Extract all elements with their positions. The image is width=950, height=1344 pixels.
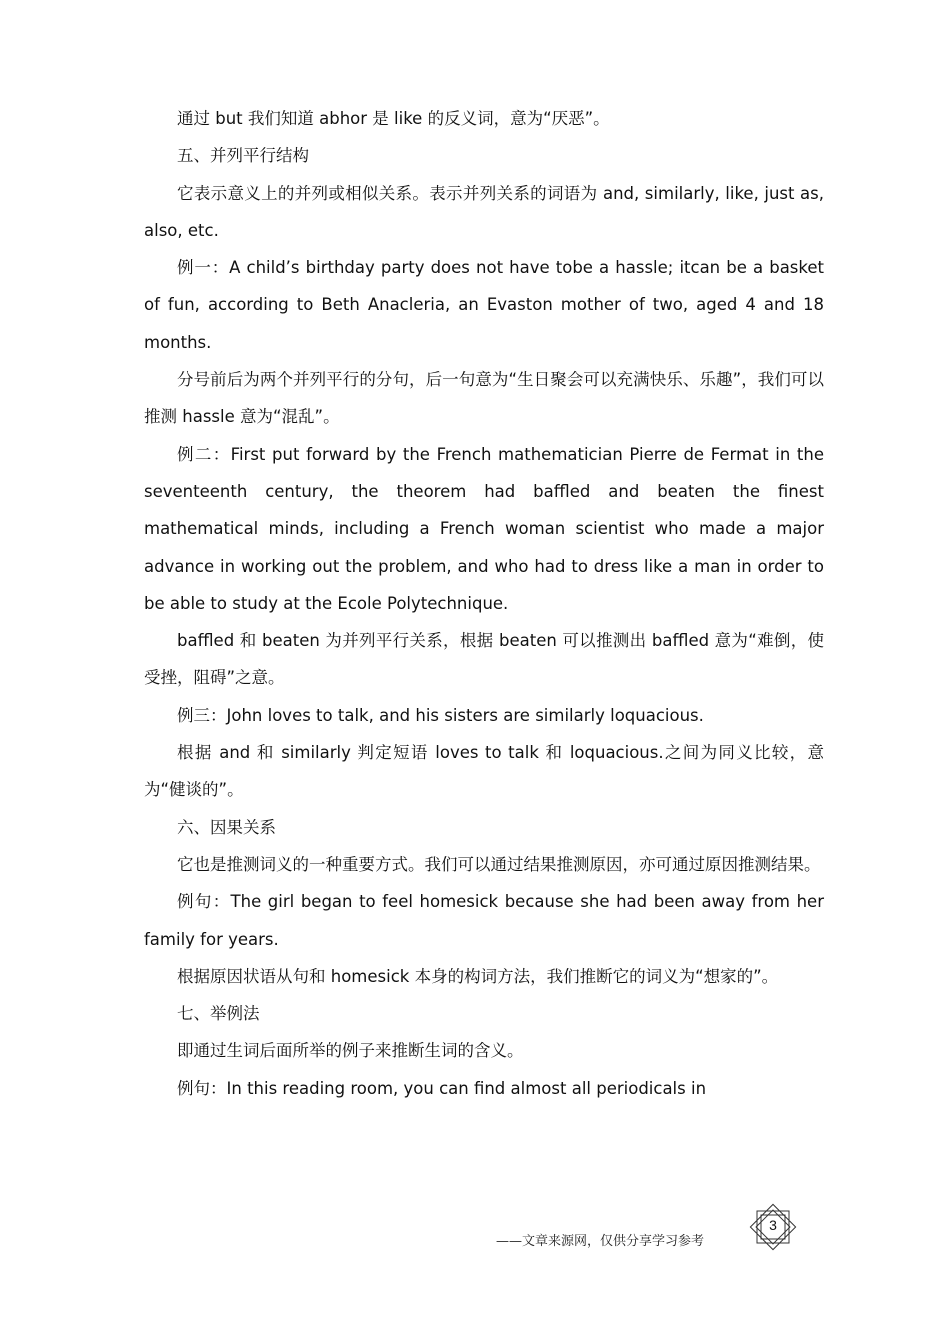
example-paragraph: 例句：The girl began to feel homesick because she had been away from her family for years. <box>144 892 824 949</box>
section-heading: 六、因果关系 <box>177 817 276 837</box>
example-paragraph: 例二：First put forward by the French mathematician Pierre de Fermat in the seventeenth century, the theorem had baffled and beaten the finest mathematical minds, including a French woman scientist who made a major advance in working out the problem, and who had to dress like a man in order to be able to study at the Ecole Polytechnique. <box>144 444 824 613</box>
paragraph: 根据 and 和 similarly 判定短语 loves to talk 和 loquacious.之间为同义比较，意为“健谈的”。 <box>144 743 824 800</box>
page-number-badge <box>748 1202 798 1252</box>
example-paragraph: 例三：John loves to talk, and his sisters are similarly loquacious. <box>177 705 704 725</box>
paragraph: 它表示意义上的并列或相似关系。表示并列关系的词语为 and, similarly, like, just as, also, etc. <box>144 183 824 240</box>
page-number: 3 <box>769 1217 777 1233</box>
example-paragraph: 例句：In this reading room, you can find almost all periodicals in <box>177 1078 707 1098</box>
body-text <box>144 100 824 1107</box>
section-heading: 七、举例法 <box>177 1004 260 1024</box>
paragraph: 分号前后为两个并列平行的分句，后一句意为“生日聚会可以充满快乐、乐趣”，我们可以推测 hassle 意为“混乱”。 <box>144 370 824 427</box>
paragraph: 即通过生词后面所举的例子来推断生词的含义。 <box>177 1041 524 1061</box>
section-heading: 五、并列平行结构 <box>177 146 309 166</box>
footer-source-note: ——文章来源网，仅供分享学习参考 <box>496 1234 705 1249</box>
paragraph: 根据原因状语从句和 homesick 本身的构词方法，我们推断它的词义为“想家的”。 <box>177 966 779 986</box>
paragraph: 通过 but 我们知道 abhor 是 like 的反义词，意为“厌恶”。 <box>177 109 610 128</box>
example-paragraph: 例一：A child’s birthday party does not have tobe a hassle; itcan be a basket of fun, according to Beth Anacleria, an Evaston mother of two, aged 4 and 18 months. <box>144 258 824 352</box>
paragraph: baffled 和 beaten 为并列平行关系，根据 beaten 可以推测出 baffled 意为“难倒，使受挫，阻碍”之意。 <box>144 631 824 688</box>
paragraph: 它也是推测词义的一种重要方式。我们可以通过结果推测原因，亦可通过原因推测结果。 <box>177 854 821 874</box>
